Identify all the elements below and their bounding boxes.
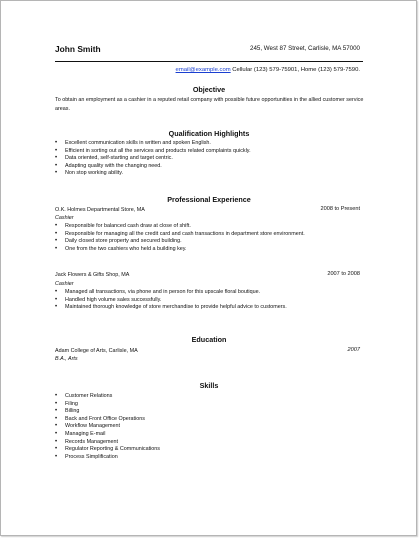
- education-heading: Education: [191, 335, 227, 344]
- list-item: • Regulator Reporting & Communications: [55, 446, 160, 454]
- list-item: • Managed all transactions, via phone and in person for this upscale floral boutique.: [55, 289, 287, 297]
- job-2-title: Cashier: [55, 281, 74, 287]
- header-divider: [55, 61, 363, 62]
- job-1-dates: 2008 to Present: [320, 206, 360, 212]
- list-item: • Billing: [55, 408, 160, 416]
- list-item: • Records Management: [55, 439, 160, 447]
- list-item: • One from the two cashiers who held a building key.: [55, 246, 305, 254]
- job-2-duties-wrap: [55, 289, 287, 312]
- job-1-employer: O.K. Holmes Departmental Store, MA: [55, 207, 145, 213]
- qualifications-list-wrap: [55, 140, 251, 178]
- address: 245, West 87 Street, Carlisle, MA 57000: [250, 45, 360, 52]
- list-item: • Process Simplification: [55, 454, 160, 462]
- list-item: • Customer Relations: [55, 393, 160, 401]
- email-link[interactable]: email@example.com: [175, 67, 231, 73]
- list-item: • Maintained thorough knowledge of store merchandise to provide helpful advice to customers.: [55, 304, 287, 312]
- skills-list-wrap: [55, 393, 160, 461]
- skills-heading: Skills: [199, 381, 219, 390]
- list-item: • Handled high volume sales successfully.: [55, 297, 287, 305]
- job-2-employer: Jack Flowers & Gifts Shop, MA: [55, 272, 130, 278]
- candidate-name: John Smith: [55, 44, 101, 54]
- skills-list: [55, 393, 160, 461]
- education-year: 2007: [347, 347, 360, 353]
- contact-line: [176, 67, 360, 73]
- list-item: • Daily closed store property and secured building.: [55, 238, 305, 246]
- list-item: • Filing: [55, 401, 160, 409]
- job-2-duties: [55, 289, 287, 312]
- list-item: • Efficient in sorting out all the services and products related complaints quickly.: [55, 148, 251, 156]
- experience-heading: Professional Experience: [167, 195, 251, 204]
- qualifications-heading: Qualification Highlights: [168, 129, 250, 138]
- objective-text: To obtain an employment as a cashier in a reputed retail company with possible future opportunities in the allied customer service areas.: [55, 97, 364, 112]
- list-item: • Data oriented, self-starting and target centric.: [55, 155, 251, 163]
- list-item: • Back and Front Office Operations: [55, 416, 160, 424]
- objective-heading: Objective: [192, 85, 226, 94]
- qualifications-list: [55, 140, 251, 178]
- list-item: • Responsible for balanced cash draw at close of shift.: [55, 223, 305, 231]
- list-item: • Managing E-mail: [55, 431, 160, 439]
- job-2-dates: 2007 to 2008: [327, 271, 360, 277]
- education-degree: B.A., Arts: [55, 356, 78, 362]
- job-1-duties: [55, 223, 305, 253]
- list-item: • Non stop working ability.: [55, 170, 251, 178]
- list-item: • Excellent communication skills in written and spoken English.: [55, 140, 251, 148]
- list-item: • Adapting quality with the changing need.: [55, 163, 251, 171]
- list-item: • Responsible for managing all the credit card and cash transactions in department store environment.: [55, 231, 305, 239]
- job-1-duties-wrap: [55, 223, 305, 253]
- phone-numbers: Cellular (123) 579-75901, Home (123) 579-7590.: [232, 67, 360, 73]
- list-item: • Workflow Management: [55, 423, 160, 431]
- job-1-title: Cashier: [55, 215, 74, 221]
- education-school: Adam College of Arts, Carlisle, MA: [55, 348, 138, 354]
